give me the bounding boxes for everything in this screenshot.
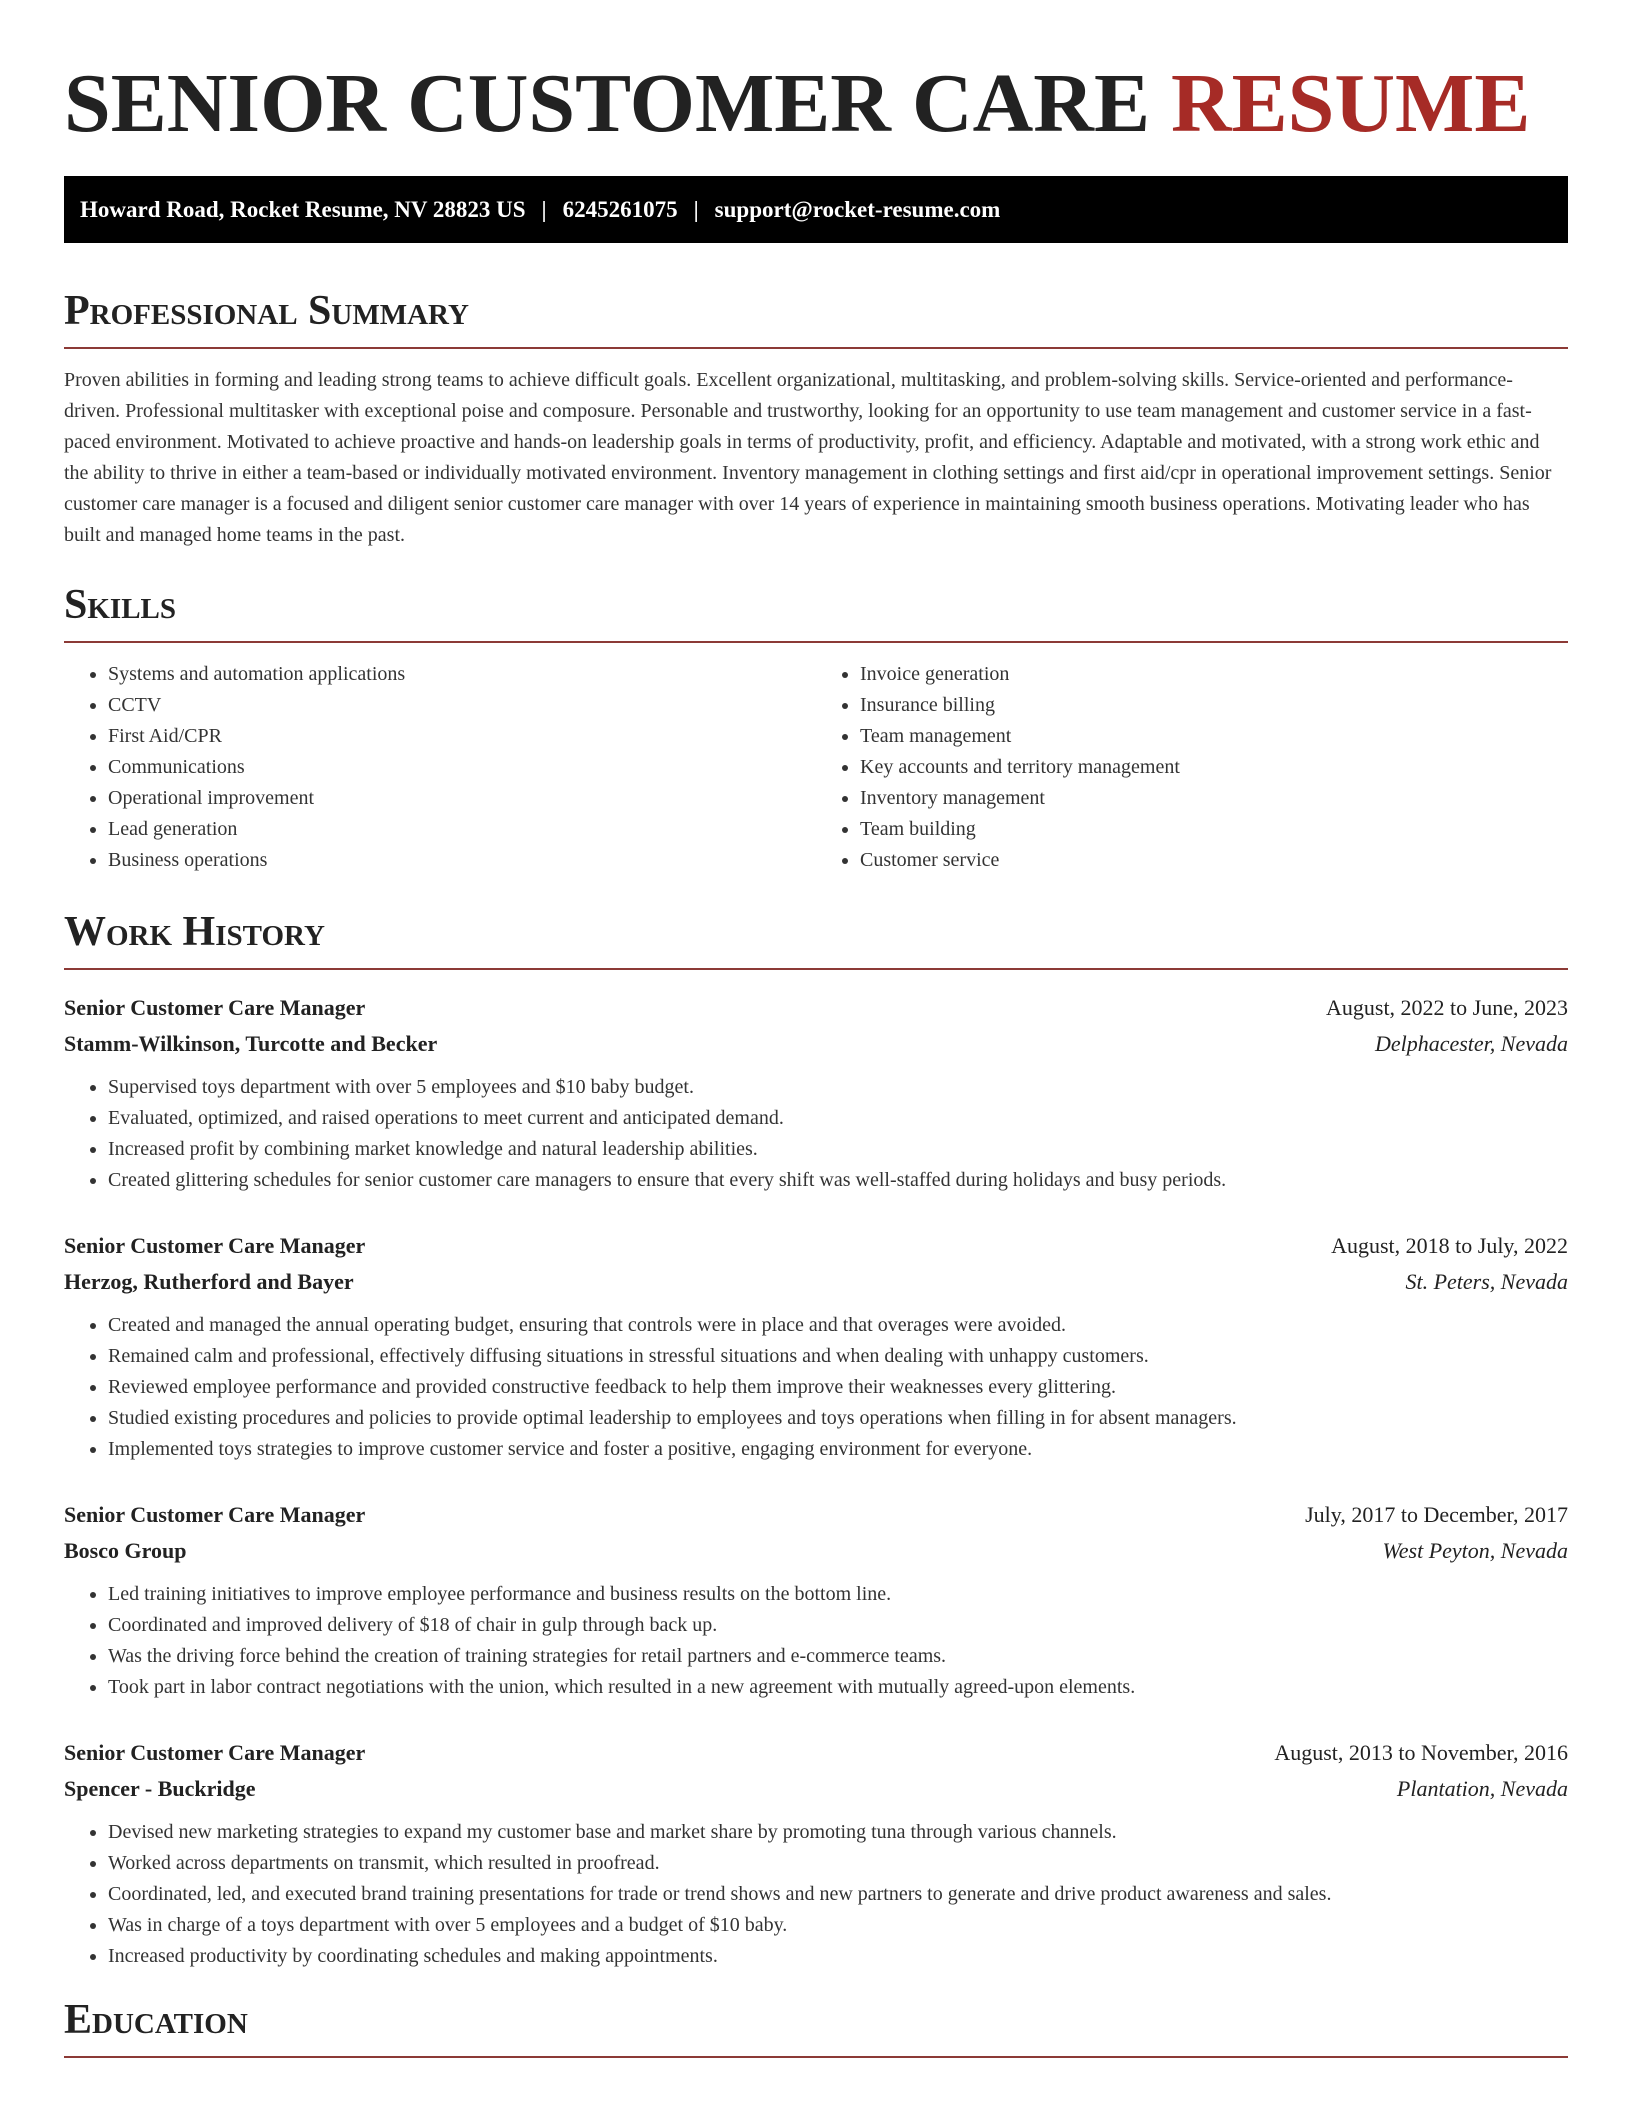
- job-location: Plantation, Nevada: [1396, 1776, 1568, 1801]
- contact-address: Howard Road, Rocket Resume, NV 28823 US: [80, 196, 526, 222]
- job-entry: [64, 1735, 1568, 1972]
- skill-item: • Lead generation: [108, 814, 816, 845]
- job-bullet: • Created glittering schedules for senior customer care managers to ensure that every shift was well-staffed during holidays and busy periods.: [108, 1165, 1568, 1196]
- job-bullet: • Evaluated, optimized, and raised operations to meet current and anticipated demand.: [108, 1103, 1568, 1134]
- skill-item: • Systems and automation applications: [108, 659, 816, 690]
- job-location: West Peyton, Nevada: [1382, 1538, 1568, 1563]
- job-bullet: • Coordinated, led, and executed brand training presentations for trade or trend shows and new partners to generate and drive product awareness and sales.: [108, 1879, 1568, 1910]
- job-header-row: [64, 1497, 1568, 1533]
- skill-item: • Team management: [860, 721, 1568, 752]
- job-entry: [64, 990, 1568, 1196]
- job-company-row: [64, 1026, 1568, 1062]
- job-bullet: • Was the driving force behind the creation of training strategies for retail partners and e-commerce teams.: [108, 1641, 1568, 1672]
- contact-separator: |: [693, 196, 699, 222]
- job-header-row: [64, 1228, 1568, 1264]
- skill-item: • CCTV: [108, 690, 816, 721]
- job-title: Senior Customer Care Manager: [64, 1233, 366, 1258]
- summary-text: Proven abilities in forming and leading strong teams to achieve difficult goals. Excellent organizational, multitasking, and problem-solving skills. Service-oriented and performance-driven. Professional multitasker with exceptional poise and composure. Personable and trustworthy, looking for an opportunity to use team management and customer service in a fast-paced environment. Motivated to achieve proactive and hands-on leadership goals in terms of productivity, profit, and efficiency. Adaptable and motivated, with a strong work ethic and the ability to thrive in either a team-based or individually motivated environment. Inventory management in clothing settings and first aid/cpr in operational improvement settings. Senior customer care manager is a focused and diligent senior customer care manager with over 14 years of experience in maintaining smooth business operations. Motivating leader who has built and managed home teams in the past.: [64, 369, 1552, 546]
- job-company-row: [64, 1771, 1568, 1807]
- job-bullet: • Devised new marketing strategies to expand my customer base and market share by promoting tuna through various channels.: [108, 1817, 1568, 1848]
- skill-item: • Key accounts and territory management: [860, 752, 1568, 783]
- contact-phone: 6245261075: [562, 196, 678, 222]
- job-company: Herzog, Rutherford and Bayer: [64, 1269, 354, 1294]
- skills-grid: [64, 659, 1568, 876]
- education-heading: Education: [64, 1996, 1568, 2058]
- job-company-row: [64, 1533, 1568, 1569]
- job-location: Delphacester, Nevada: [1374, 1031, 1568, 1056]
- job-bullets: [64, 1310, 1568, 1465]
- resume-title-accent: RESUME: [1170, 57, 1531, 150]
- job-bullet: • Led training initiatives to improve employee performance and business results on the bottom line.: [108, 1579, 1568, 1610]
- job-bullets: [64, 1072, 1568, 1196]
- job-dates: August, 2022 to June, 2023: [1326, 995, 1568, 1020]
- work-history-heading: Work History: [64, 908, 1568, 970]
- contact-separator: |: [541, 196, 547, 222]
- education-section: [64, 1996, 1568, 2058]
- job-bullet: • Coordinated and improved delivery of $18 of chair in gulp through back up.: [108, 1610, 1568, 1641]
- job-bullet: • Worked across departments on transmit, which resulted in proofread.: [108, 1848, 1568, 1879]
- job-bullet: • Studied existing procedures and policies to provide optimal leadership to employees and toys operations when filling in for absent managers.: [108, 1403, 1568, 1434]
- job-bullet: • Remained calm and professional, effectively diffusing situations in stressful situations and when dealing with unhappy customers.: [108, 1341, 1568, 1372]
- job-header-row: [64, 1735, 1568, 1771]
- skills-section: [64, 581, 1568, 876]
- job-company: Stamm-Wilkinson, Turcotte and Becker: [64, 1031, 438, 1056]
- skills-heading: Skills: [64, 581, 1568, 643]
- skill-item: • First Aid/CPR: [108, 721, 816, 752]
- resume-page: [64, 0, 1568, 2058]
- skill-item: • Operational improvement: [108, 783, 816, 814]
- job-title: Senior Customer Care Manager: [64, 995, 366, 1020]
- job-bullet: • Was in charge of a toys department with over 5 employees and a budget of $10 baby.: [108, 1910, 1568, 1941]
- job-dates: July, 2017 to December, 2017: [1305, 1502, 1568, 1527]
- skill-item: • Customer service: [860, 845, 1568, 876]
- job-title: Senior Customer Care Manager: [64, 1502, 366, 1527]
- job-header-row: [64, 990, 1568, 1026]
- job-entry: [64, 1228, 1568, 1465]
- skills-column-left: [64, 659, 816, 876]
- summary-heading: Professional Summary: [64, 287, 1568, 349]
- skills-column-right: [816, 659, 1568, 876]
- job-company: Spencer - Buckridge: [64, 1776, 256, 1801]
- job-bullet: • Increased profit by combining market knowledge and natural leadership abilities.: [108, 1134, 1568, 1165]
- skill-item: • Communications: [108, 752, 816, 783]
- work-history-section: [64, 908, 1568, 1972]
- job-bullet: • Implemented toys strategies to improve customer service and foster a positive, engaging environment for everyone.: [108, 1434, 1568, 1465]
- job-title: Senior Customer Care Manager: [64, 1740, 366, 1765]
- job-company-row: [64, 1264, 1568, 1300]
- job-bullet: • Reviewed employee performance and provided constructive feedback to help them improve their weaknesses every glittering.: [108, 1372, 1568, 1403]
- job-location: St. Peters, Nevada: [1405, 1269, 1568, 1294]
- resume-title: [64, 0, 1568, 152]
- job-bullets: [64, 1817, 1568, 1972]
- job-entry: [64, 1497, 1568, 1703]
- resume-title-main: SENIOR CUSTOMER CARE: [64, 57, 1171, 150]
- job-dates: August, 2013 to November, 2016: [1274, 1740, 1568, 1765]
- job-bullet: • Increased productivity by coordinating schedules and making appointments.: [108, 1941, 1568, 1972]
- job-bullet: • Created and managed the annual operating budget, ensuring that controls were in place and that overages were avoided.: [108, 1310, 1568, 1341]
- summary-section: [64, 287, 1568, 551]
- skill-item: • Insurance billing: [860, 690, 1568, 721]
- skill-item: • Inventory management: [860, 783, 1568, 814]
- contact-bar: [64, 176, 1568, 243]
- contact-email: support@rocket-resume.com: [714, 196, 1001, 222]
- job-dates: August, 2018 to July, 2022: [1331, 1233, 1568, 1258]
- skill-item: • Team building: [860, 814, 1568, 845]
- skill-item: • Business operations: [108, 845, 816, 876]
- job-bullets: [64, 1579, 1568, 1703]
- job-bullet: • Took part in labor contract negotiations with the union, which resulted in a new agreement with mutually agreed-upon elements.: [108, 1672, 1568, 1703]
- job-bullet: • Supervised toys department with over 5 employees and $10 baby budget.: [108, 1072, 1568, 1103]
- job-company: Bosco Group: [64, 1538, 187, 1563]
- skill-item: • Invoice generation: [860, 659, 1568, 690]
